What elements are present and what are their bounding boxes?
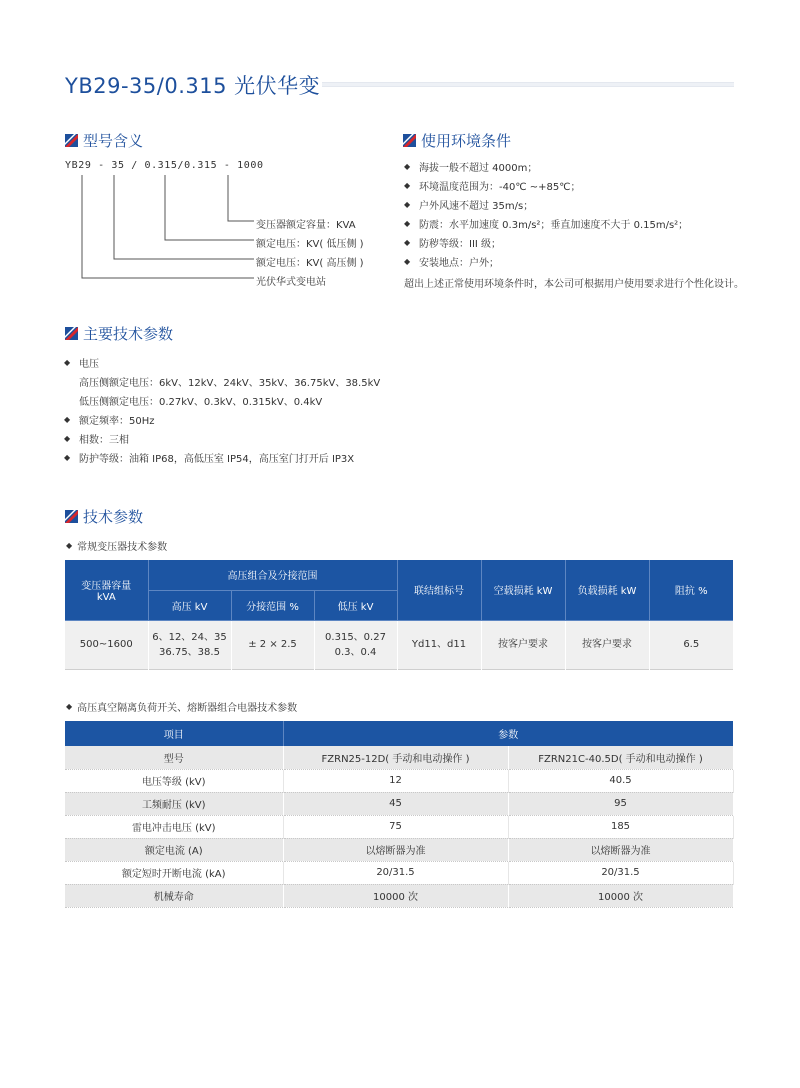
model-code: YB29 - 35 / 0.315/0.315 - 1000 xyxy=(65,160,264,171)
cell-vector: Yd11、d11 xyxy=(397,620,481,669)
environment-list xyxy=(404,157,688,271)
model-desc-capacity: 变压器额定容量：KVA xyxy=(256,220,356,231)
cell-value-a: 75 xyxy=(283,815,508,838)
list-item: 低压侧额定电压：0.27kV、0.3kV、0.315kV、0.4kV xyxy=(79,397,323,408)
table-row xyxy=(65,861,733,884)
section-model-meaning xyxy=(65,130,143,150)
cell-item: 雷电冲击电压 (kV) xyxy=(65,815,283,838)
list-item: ◆ 安装地点：户外； xyxy=(404,257,499,269)
cell-item: 额定短时开断电流 (kA) xyxy=(65,861,283,884)
connector-line xyxy=(165,175,254,240)
table-row xyxy=(65,838,733,861)
cell-value-b: 20/31.5 xyxy=(508,861,733,884)
model-code-diagram xyxy=(70,173,260,283)
diamond-bullet-icon: ◆ xyxy=(404,181,411,190)
section-title: 技术参数 xyxy=(83,507,144,526)
section-main-params xyxy=(65,323,173,343)
diamond-bullet-icon: ◆ xyxy=(404,257,411,266)
diamond-bullet-icon: ◆ xyxy=(64,453,71,462)
cell-value-b: 40.5 xyxy=(508,769,733,792)
table-row xyxy=(65,746,733,769)
section-title: 主要技术参数 xyxy=(83,324,174,343)
table2-subtitle: ◆ 高压真空隔离负荷开关、熔断器组合电器技术参数 xyxy=(66,702,298,714)
list-item: ◆ 防秽等级：III 级； xyxy=(404,238,502,250)
col-header-impedance: 阻抗 % xyxy=(649,560,733,620)
list-item: ◆ 海拔一般不超过 4000m； xyxy=(404,162,538,174)
page-title: YB29-35/0.315 光伏华变 xyxy=(65,74,321,98)
model-desc-lv: 额定电压：KV( 低压侧 ) xyxy=(256,239,364,250)
list-item: ◆ 环境温度范围为：-40℃ ~+85℃； xyxy=(404,181,581,193)
cell-value-a: FZRN25-12D( 手动和电动操作 ) xyxy=(283,746,508,769)
diamond-bullet-icon: ◆ xyxy=(404,200,411,209)
col-header-lv: 低压 kV xyxy=(314,590,397,620)
cell-value-a: 12 xyxy=(283,769,508,792)
cell-noload: 按客户要求 xyxy=(481,620,565,669)
cell-value-b: 以熔断器为准 xyxy=(508,838,733,861)
section-marker-icon xyxy=(65,510,78,523)
cell-value-a: 以熔断器为准 xyxy=(283,838,508,861)
cell-value-b: 10000 次 xyxy=(508,884,733,907)
connector-line xyxy=(114,175,254,259)
title-rule xyxy=(322,82,734,87)
table1-subtitle: ◆ 常规变压器技术参数 xyxy=(66,541,168,553)
col-header-tap: 分接范围 % xyxy=(231,590,314,620)
list-item: ◆ 额定频率：50Hz xyxy=(64,415,155,427)
cell-item: 电压等级 (kV) xyxy=(65,769,283,792)
environment-note: 超出上述正常使用环境条件时，本公司可根据用户使用要求进行个性化设计。 xyxy=(404,279,744,290)
col-header-hv-group: 高压组合及分接范围 xyxy=(148,560,397,590)
col-header-capacity: 变压器容量 kVA xyxy=(65,560,148,620)
cell-value-b: 95 xyxy=(508,792,733,815)
list-item: ◆ 电压 xyxy=(64,358,99,370)
diamond-bullet-icon: ◆ xyxy=(404,238,411,247)
cell-load: 按客户要求 xyxy=(565,620,649,669)
list-item: ◆ 户外风速不超过 35m/s； xyxy=(404,200,534,212)
table-row xyxy=(65,769,733,792)
col-header-noload: 空载损耗 kW xyxy=(481,560,565,620)
cell-item: 工频耐压 (kV) xyxy=(65,792,283,815)
section-tech-params xyxy=(65,506,143,526)
section-environment xyxy=(403,130,511,150)
list-item: ◆ 相数：三相 xyxy=(64,434,129,446)
cell-item: 机械寿命 xyxy=(65,884,283,907)
col-header-vector: 联结组标号 xyxy=(397,560,481,620)
model-desc-type: 光伏华式变电站 xyxy=(256,277,326,288)
section-marker-icon xyxy=(403,134,416,147)
table-row xyxy=(65,815,733,838)
diamond-bullet-icon: ◆ xyxy=(404,162,411,171)
cell-item: 型号 xyxy=(65,746,283,769)
table-row xyxy=(65,884,733,907)
transformer-params-table xyxy=(65,560,733,670)
diamond-bullet-icon: ◆ xyxy=(64,434,71,443)
section-marker-icon xyxy=(65,327,78,340)
table-row xyxy=(65,620,733,669)
table-row xyxy=(65,792,733,815)
diamond-bullet-icon: ◆ xyxy=(404,219,411,228)
switchgear-params-table xyxy=(65,721,734,908)
cell-lv: 0.315、0.27 0.3、0.4 xyxy=(314,620,397,669)
cell-hv: 6、12、24、35 36.75、38.5 xyxy=(148,620,231,669)
cell-value-a: 45 xyxy=(283,792,508,815)
connector-line xyxy=(228,175,254,221)
col-header-item: 项目 xyxy=(65,721,283,746)
diamond-bullet-icon: ◆ xyxy=(64,358,71,367)
model-desc-hv: 额定电压：KV( 高压侧 ) xyxy=(256,258,364,269)
list-item: ◆ 防护等级：油箱 IP68，高低压室 IP54，高压室门打开后 IP3X xyxy=(64,453,355,465)
cell-tap: ± 2 × 2.5 xyxy=(231,620,314,669)
col-header-param: 参数 xyxy=(283,721,733,746)
cell-value-a: 10000 次 xyxy=(283,884,508,907)
cell-impedance: 6.5 xyxy=(649,620,733,669)
section-title: 使用环境条件 xyxy=(421,131,512,150)
list-item: 高压侧额定电压：6kV、12kV、24kV、35kV、36.75kV、38.5kV xyxy=(79,378,381,389)
col-header-load: 负载损耗 kW xyxy=(565,560,649,620)
list-item: ◆ 防震：水平加速度 0.3m/s²；垂直加速度不大于 0.15m/s²； xyxy=(404,219,689,231)
cell-value-b: FZRN21C-40.5D( 手动和电动操作 ) xyxy=(508,746,733,769)
cell-value-b: 185 xyxy=(508,815,733,838)
cell-capacity: 500~1600 xyxy=(65,620,148,669)
cell-item: 额定电流 (A) xyxy=(65,838,283,861)
section-title: 型号含义 xyxy=(83,131,144,150)
main-params-list xyxy=(64,353,380,467)
cell-value-a: 20/31.5 xyxy=(283,861,508,884)
col-header-hv: 高压 kV xyxy=(148,590,231,620)
section-marker-icon xyxy=(65,134,78,147)
diamond-bullet-icon: ◆ xyxy=(66,702,73,711)
diamond-bullet-icon: ◆ xyxy=(64,415,71,424)
diamond-bullet-icon: ◆ xyxy=(66,541,73,550)
